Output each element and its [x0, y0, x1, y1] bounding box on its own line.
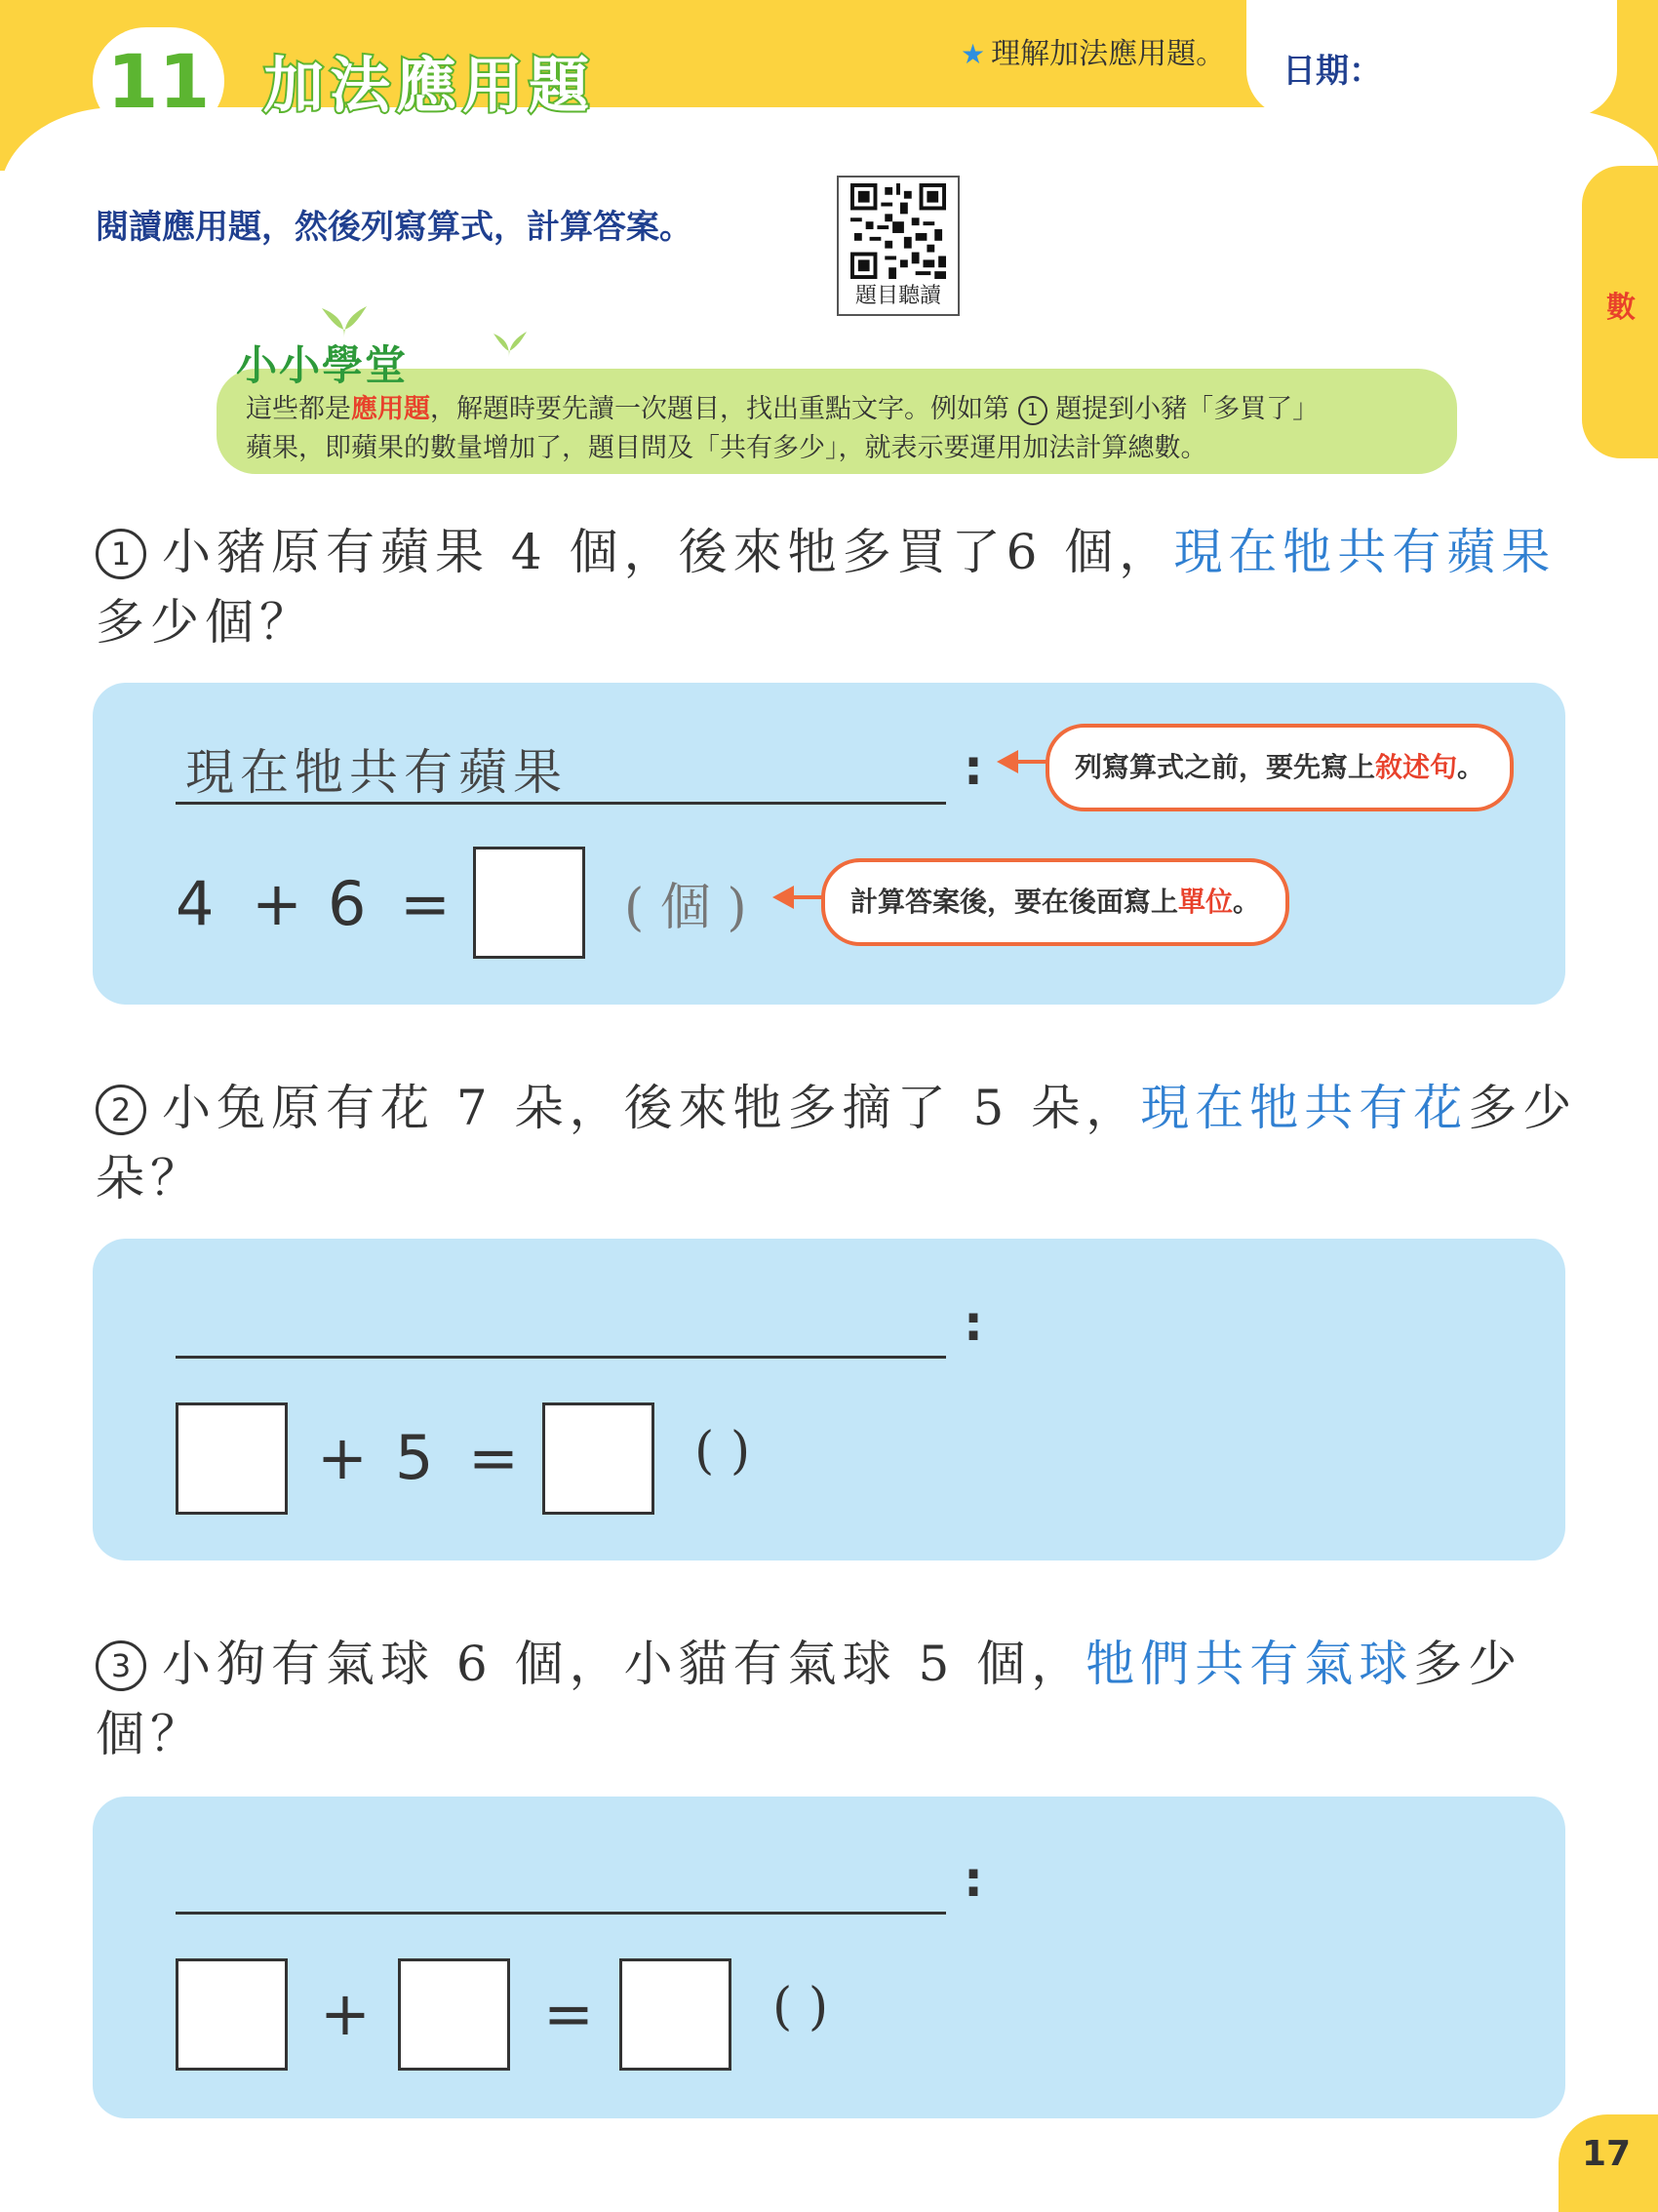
plus-sign: +: [252, 868, 302, 939]
answer-box-2: [93, 1239, 1565, 1560]
tip-highlight: 應用題: [351, 394, 430, 424]
callout-statement: [1046, 724, 1514, 811]
answer-input[interactable]: [542, 1402, 654, 1515]
answer-input[interactable]: [176, 1402, 288, 1515]
equals-sign: =: [543, 1978, 594, 2049]
answer-input[interactable]: [398, 1958, 510, 2071]
question-number: 3: [96, 1640, 146, 1691]
question-key-phrase: 牠們共有氣球: [1086, 1636, 1414, 1692]
unit-blank[interactable]: ( ): [694, 1422, 751, 1481]
answer-input[interactable]: [619, 1958, 731, 2071]
plus-sign: +: [320, 1978, 371, 2049]
star-icon: ★: [961, 38, 986, 70]
callout-highlight: 單位: [1178, 886, 1234, 918]
question-text: 小兔原有花 7 朵，後來牠多摘了 5 朵，: [162, 1080, 1141, 1136]
equals-sign: =: [468, 1422, 519, 1493]
tip-title: 小小學堂: [236, 341, 409, 389]
tip-text-part: ，解題時要先讀一次題目，找出重點文字。例如第: [430, 394, 1009, 424]
colon: :: [964, 1295, 983, 1352]
question-text-tail: 多少朵？: [96, 1080, 1578, 1206]
colon: :: [964, 1851, 983, 1908]
tip-question-ref: 1: [1018, 396, 1047, 425]
question-2: [96, 1073, 1578, 1213]
lesson-number: 11: [106, 37, 211, 125]
date-label: 日期：: [1283, 52, 1382, 91]
qr-caption: 題目聽讀: [854, 284, 941, 308]
question-key-phrase: 現在牠共有蘋果: [1173, 524, 1557, 580]
statement-line[interactable]: [176, 802, 946, 805]
learning-objective: [961, 29, 1225, 72]
question-number: 1: [96, 529, 146, 579]
statement-answer: 現在牠共有蘋果: [185, 744, 568, 801]
question-text: 小豬原有蘋果 4 個，後來牠多買了6 個，: [162, 524, 1174, 580]
tip-text-line2: 蘋果，即蘋果的數量增加了，題目問及「共有多少」，就表示要運用加法計算總數。: [246, 433, 1207, 463]
callout-text: 列寫算式之前，要先寫上: [1075, 751, 1376, 783]
equation-number: 5: [395, 1422, 434, 1493]
lesson-title: 加法應用題: [263, 50, 596, 121]
tip-text-part: 題提到小豬「多買了」: [1055, 394, 1320, 424]
equation-number: 6: [328, 868, 367, 939]
answer-input[interactable]: [176, 1958, 288, 2071]
unit-blank[interactable]: ( ): [772, 1978, 829, 2036]
callout-text: 。: [1457, 751, 1485, 783]
tip-text: [246, 390, 1445, 468]
question-text-tail: 多少個？: [96, 594, 314, 651]
qr-code-box[interactable]: [837, 176, 960, 316]
equals-sign: =: [400, 868, 451, 939]
colon: :: [964, 739, 983, 796]
statement-line[interactable]: [176, 1356, 946, 1359]
answer-input[interactable]: [473, 847, 585, 959]
question-text-tail: 多少個？: [96, 1636, 1523, 1762]
question-3: [96, 1629, 1578, 1769]
lesson-badge: [93, 27, 224, 135]
question-key-phrase: 現在牠共有花: [1140, 1080, 1469, 1136]
callout-unit: [821, 858, 1289, 946]
qr-code-icon: [850, 183, 946, 279]
instruction: 閱讀應用題，然後列寫算式，計算答案。: [96, 208, 692, 247]
question-number: 2: [96, 1085, 146, 1135]
callout-text: 計算答案後，要在後面寫上: [850, 886, 1179, 918]
objective-text: 理解加法應用題。: [991, 37, 1226, 71]
answer-box-3: [93, 1797, 1565, 2118]
tip-text-part: 這些都是: [246, 394, 351, 424]
side-tab-label: 數: [1606, 291, 1636, 325]
plus-sign: +: [317, 1422, 368, 1493]
callout-highlight: 敘述句: [1375, 751, 1458, 783]
statement-line[interactable]: [176, 1912, 946, 1915]
equation-number: 4: [176, 868, 215, 939]
question-1: [96, 517, 1578, 657]
callout-text: 。: [1233, 886, 1261, 918]
unit-label: ( 個 ): [624, 879, 747, 937]
sprout-icon: [480, 320, 538, 359]
page-number: 17: [1582, 2134, 1632, 2174]
question-text: 小狗有氣球 6 個，小貓有氣球 5 個，: [162, 1636, 1086, 1692]
